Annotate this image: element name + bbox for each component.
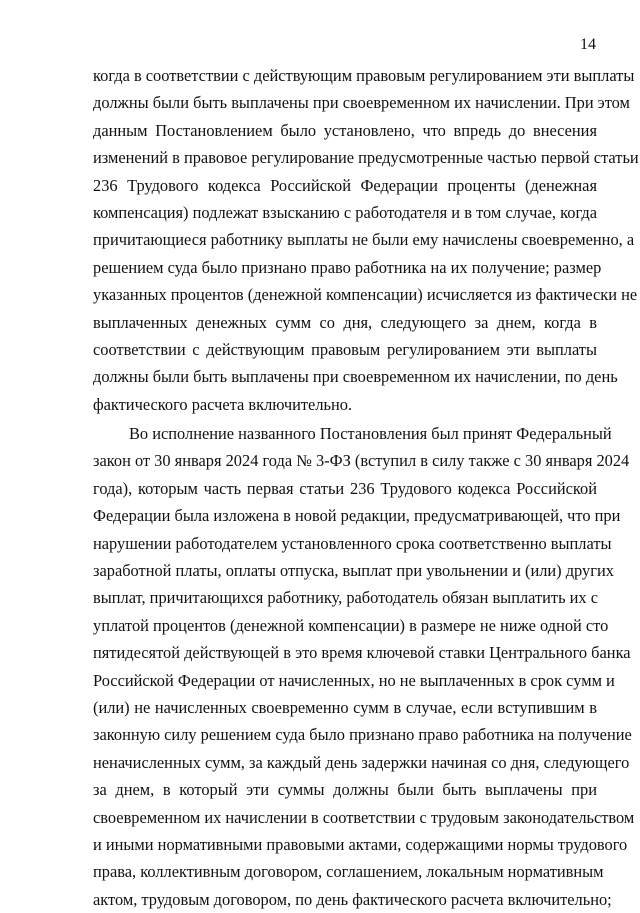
text-line: 236 Трудового кодекса Российской Федерации проценты (денежная xyxy=(93,175,597,195)
text-line: заработной платы, оплаты отпуска, выплат при увольнении и (или) других xyxy=(93,561,614,581)
text-line: (или) не начисленных своевременно сумм в случае, если вступившим в xyxy=(93,697,597,717)
text-line: когда в соответствии с действующим правовым регулированием эти выплаты xyxy=(93,66,635,85)
text-line: выплат, причитающихся работнику, работодатель обязан выплатить их с xyxy=(93,588,599,608)
text-line: за днем, в который эти суммы должны были быть выплачены при xyxy=(93,780,597,800)
text-line: Во исполнение названного Постановления был принят Федеральный xyxy=(129,424,612,444)
text-line: компенсация) подлежат взысканию с работодателя и в том случае, когда xyxy=(93,202,597,222)
text-line: и иными нормативными правовыми актами, содержащими нормы трудового xyxy=(93,834,628,854)
text-line: нарушении работодателем установленного срока соответственно выплаты xyxy=(93,533,612,553)
text-line: соответствии с действующим правовым регулированием эти выплаты xyxy=(93,339,597,359)
text-line: уплатой процентов (денежной компенсации) в размере не ниже одной сто xyxy=(93,615,609,635)
text-line: должны были быть выплачены при своевременном их начислении, по день xyxy=(93,367,618,387)
text-line: пятидесятой действующей в это время ключевой ставки Центрального банка xyxy=(93,643,631,663)
text-line: должны были быть выплачены при своевременном их начислении. При этом xyxy=(93,93,630,113)
text-line: законную силу решением суда было признано право работника на получение xyxy=(93,725,632,745)
document-body xyxy=(93,62,639,913)
text-line: данным Постановлением было установлено, что впредь до внесения xyxy=(93,120,597,140)
text-line: Российской Федерации от начисленных, но не выплаченных в срок сумм и xyxy=(93,670,615,690)
text-line: изменений в правовое регулирование предусмотренные частью первой статьи xyxy=(93,148,639,168)
text-line: выплаченных денежных сумм со дня, следующего за днем, когда в xyxy=(93,312,597,332)
text-line: Федерации была изложена в новой редакции, предусматривающей, что при xyxy=(93,506,621,526)
text-line: фактического расчета включительно. xyxy=(93,394,353,414)
text-line: указанных процентов (денежной компенсации) исчисляется из фактически не xyxy=(93,285,638,305)
text-line: актом, трудовым договором, по день фактического расчета включительно; xyxy=(93,889,612,909)
page-number: 14 xyxy=(580,36,596,53)
text-line: причитающиеся работнику выплаты не были ему начислены своевременно, а xyxy=(93,230,635,250)
text-line: решением суда было признано право работника на их получение; размер xyxy=(93,257,602,277)
paragraph-2 xyxy=(93,420,635,913)
text-line: года), которым часть первая статьи 236 Трудового кодекса Российской xyxy=(93,478,597,498)
text-line: права, коллективным договором, соглашением, локальным нормативным xyxy=(93,862,604,882)
text-line: закон от 30 января 2024 года № 3-ФЗ (вступил в силу также с 30 января 2024 xyxy=(93,451,630,471)
paragraph-1 xyxy=(93,62,639,418)
text-line: неначисленных сумм, за каждый день задержки начиная со дня, следующего xyxy=(93,752,630,772)
text-line: своевременном их начислении в соответствии с трудовым законодательством xyxy=(93,807,635,827)
